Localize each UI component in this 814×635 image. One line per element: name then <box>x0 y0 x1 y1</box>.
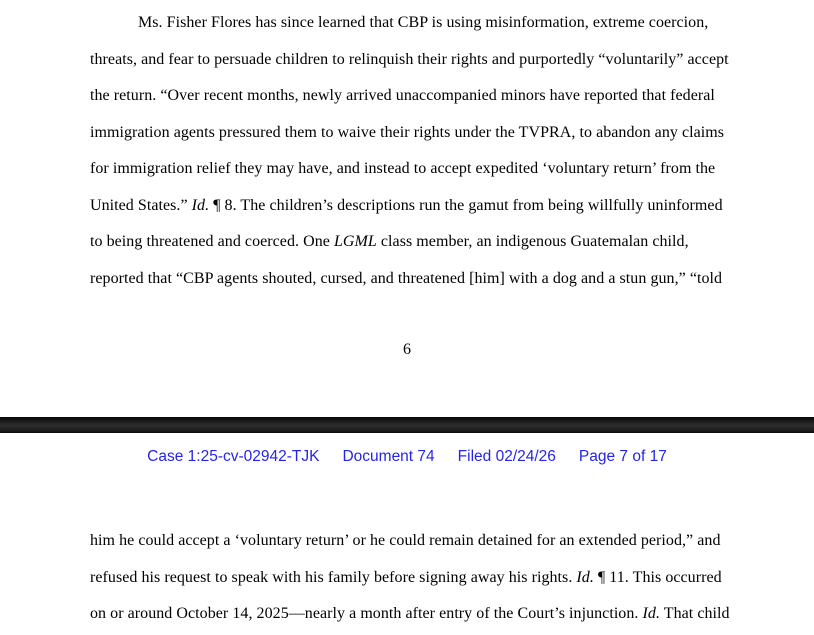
body-text: Ms. Fisher Flores has since learned that CBP is using misinformation, extreme coercion, <box>138 14 709 31</box>
body-text: That child <box>660 605 730 622</box>
document-line <box>90 596 740 633</box>
page-7-text-block <box>90 523 740 633</box>
page-6-page-number: 6 <box>403 341 411 358</box>
body-text: refused his request to speak with his family before signing away his rights. <box>90 568 577 586</box>
body-text: for immigration relief they may have, and instead to accept expedited ‘voluntary return’ from the <box>90 160 716 177</box>
body-text: the return. “Over recent months, newly arrived unaccompanied minors have reported that federal <box>90 87 715 104</box>
document-line <box>90 523 740 560</box>
page-7 <box>0 433 814 635</box>
ecf-header-stamp <box>0 447 814 466</box>
document-line <box>90 115 740 152</box>
stamp-filed-date: Filed 02/24/26 <box>457 448 556 465</box>
document-line <box>90 5 740 42</box>
page-6-text-block <box>90 5 740 297</box>
citation-text: Id. <box>576 568 594 586</box>
document-line <box>90 151 740 188</box>
document-line <box>90 78 740 115</box>
body-text: to being threatened and coerced. One <box>90 233 334 250</box>
body-text: on or around October 14, 2025—nearly a month after entry of the Court’s injunction. <box>90 605 643 622</box>
stamp-case-number: Case 1:25-cv-02942-TJK <box>147 448 320 465</box>
stamp-page-of: Page 7 of 17 <box>578 448 667 465</box>
document-line <box>90 560 740 597</box>
body-text: him he could accept a ‘voluntary return’ or he could remain detained for an extended period,” and <box>90 532 721 549</box>
body-text: immigration agents pressured them to waive their rights under the TVPRA, to abandon any claims <box>90 123 725 141</box>
body-text: reported that “CBP agents shouted, cursed, and threatened [him] with a dog and a stun gun,” “told <box>90 269 723 287</box>
citation-text: LGML <box>333 233 377 250</box>
citation-text: Id. <box>642 605 660 622</box>
body-text: ¶ 8. The children’s descriptions run the gamut from being willfully uninformed <box>209 196 723 214</box>
document-line <box>90 42 740 79</box>
document-line <box>90 261 740 298</box>
body-text: threats, and fear to persuade children to relinquish their rights and purportedly “voluntarily” accept <box>90 50 729 68</box>
document-line <box>90 188 740 225</box>
stamp-document-number: Document 74 <box>342 448 435 465</box>
body-text: United States.” <box>90 196 192 214</box>
citation-text: Id. <box>191 196 210 214</box>
document-line <box>90 224 740 261</box>
body-text: ¶ 11. This occurred <box>593 568 722 586</box>
body-text: class member, an indigenous Guatemalan child, <box>376 233 689 250</box>
page-separator <box>0 417 814 433</box>
